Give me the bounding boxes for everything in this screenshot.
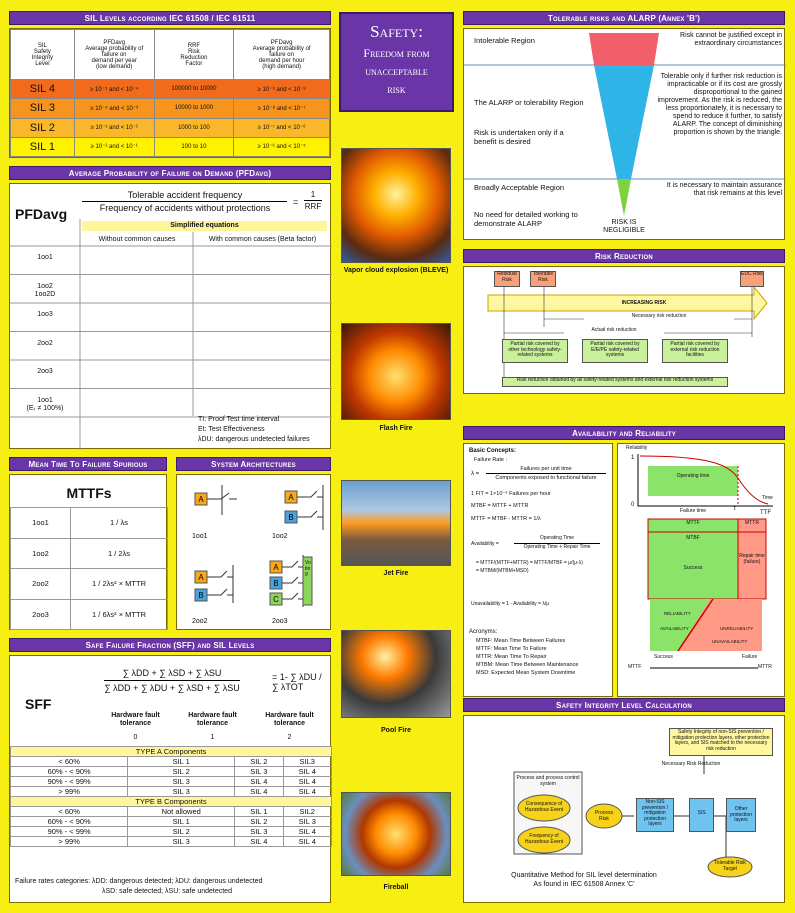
col-pfh: PFDavg Average probability of failure on demand per hour (high demand) <box>234 30 330 80</box>
alarp-panel: Intolerable Region Risk cannot be justified except in extraordinary circumstances The ALARP or tolerability Region Risk is undertaken only if a benefit is desired Tolerable only if further risk reduction is impracticable or if its cost are grossly disproportional to the gained improvement. As the risk is reduced, the less proportionately, it is necessary to spend to reduce it further, to satisfy ALARP. The concept of diminishing proportion is shown by the triangle. Broadly Acceptable Region No need for detailed working to demonstrate ALARP It is necessary to maintain assurance that risk remains at this level RISK IS NEGLIGIBLE <box>463 28 785 240</box>
page-title: Safety: Freedom from unacceptable risk <box>339 12 454 112</box>
pfd-num: Tolerable accident frequency <box>127 190 243 200</box>
svg-text:A: A <box>198 573 204 582</box>
arch-panel: A A B A B A B C 1oo1 1oo2 2oo2 2oo3 Voting <box>176 474 331 630</box>
photo-fireball <box>341 792 451 876</box>
sil-row: SIL 3 ≥ 10⁻⁴ and < 10⁻³ 10000 to 1000 ≥ 10⁻⁸ and < 10⁻⁷ <box>11 99 330 118</box>
pfd-den: Frequency of accidents without protections <box>99 203 271 213</box>
availability-graphs: Reliability 1 0 Operating time Failure time t Time TTF MTTF MTTR MTBF Success Repair time (failure) RELIABILITY AVAILABILITY UNRELIABILITY UNAVAILABILITY Success Failure MTTF MTTR <box>617 443 785 697</box>
mttf-panel: MTTFs 1oo1 1 / λs 1oo2 1 / 2λs 2oo2 1 / 2λs² × MTTR 2oo3 1 / 6λs² × MTTR <box>9 474 167 630</box>
pfd-arch-label: 1oo1 (Eₜ ≠ 100%) <box>26 396 64 412</box>
mttf-header: Mean Time To Failure Spurious <box>9 457 167 471</box>
pfd-header: Average Probability of Failure on Demand (PFDavg) <box>9 166 331 180</box>
sil-levels-panel <box>9 28 331 158</box>
simplified-label: Simplified equations <box>82 221 327 231</box>
sil-row: SIL 1 ≥ 10⁻² and < 10⁻¹ 100 to 10 ≥ 10⁻⁶ and < 10⁻⁵ <box>11 137 330 156</box>
sil-calc-panel: Safety Integrity of non-SIS prevention / mitigation protection layers, other protection layers, and SIS matched to the necessary risk reduction Process and process control system Consequence of Hazardous Event Frequency of Hazardous Event Process Risk Necessary Risk Reduction Non-SIS prevention / mitigation protection layers SIS Other protection layers Tolerable Risk Target Quantitative Method for SIL level determination As found in IEC 61508 Annex 'C' <box>463 715 785 903</box>
svg-text:A: A <box>273 563 279 572</box>
svg-text:A: A <box>288 493 294 502</box>
availability-header: Availability and Reliability <box>463 426 785 440</box>
pfd-arch-label: 1oo2 1oo2D <box>34 282 56 298</box>
sff-panel: SFF ∑ λDD + ∑ λSD + ∑ λSU ∑ λDD + ∑ λDU + ∑ λSD + ∑ λSU = 1- ∑ λDU / ∑ λTOT Hardware fault tolerance Hardware fault tolerance Hardware fault tolerance 0 1 2 TYPE A Components < 60% SIL 1 SIL 2 SIL3 60% - < 90% SIL 2 SIL 3 SIL 4 90% - < 99% SIL 3 SIL 4 SIL 4 > 99% SIL 3 SIL 4 SIL 4 TYPE B Components < 60% Not allowed SIL 1 SIL2 60% - < 90% SIL 1 SIL 2 SIL 3 90% - < 99% SIL 2 SIL 3 SIL 4 > 99% SIL 3 SIL 4 SIL 4 Failure rates categories: λDD: dangerous detected; λDU: dangerous undetected λSD: safe detected; λSU: safe undetected <box>9 655 331 903</box>
arch-diagram <box>177 475 332 631</box>
svg-text:B: B <box>288 513 294 522</box>
col-rrf: RRF Risk Reduction Factor <box>154 30 234 80</box>
svg-text:C: C <box>273 595 279 604</box>
photo-jet-fire <box>341 480 451 566</box>
pfd-label: PFDavg <box>15 206 68 222</box>
col-pfd: PFDavg Average probability of failure on demand per year (low demand) <box>74 30 154 80</box>
pfd-arch-label: 1oo1 <box>37 254 53 261</box>
pfd-arch-label: 2oo3 <box>37 368 53 375</box>
risk-reduction-header: Risk Reduction <box>463 249 785 263</box>
photo-bleve <box>341 148 451 263</box>
sil-row: SIL 2 ≥ 10⁻³ and < 10⁻² 1000 to 100 ≥ 10⁻⁷ and < 10⁻⁶ <box>11 118 330 137</box>
sff-formula: ∑ λDD + ∑ λSD + ∑ λSU ∑ λDD + ∑ λDU + ∑ λSD + ∑ λSU <box>104 668 240 694</box>
pfd-panel: PFDavg Tolerable accident frequency Frequency of accidents without protections = 1 RRF Simplified equations Without common causes With common causes (Beta factor) 1oo1 1oo2 1oo2D 1oo3 2oo2 2oo3 1oo1 (Eₜ ≠ 100%) TI: Proof Test time interval Et: Test Effectiveness λDU: dangerous undetected failures <box>9 183 331 449</box>
sff-header: Safe Failure Fraction (SFF) and SIL Levels <box>9 638 331 652</box>
photo-flash-fire <box>341 323 451 420</box>
sil-table <box>10 29 330 157</box>
arch-header: System Architectures <box>176 457 331 471</box>
svg-text:B: B <box>273 579 279 588</box>
alarp-header: Tolerable risks and ALARP (Annex 'B') <box>463 11 785 25</box>
col-sil: SIL Safety Integrity Level <box>11 30 75 80</box>
sil-row: SIL 4 ≥ 10⁻⁵ and < 10⁻⁴ 100000 to 10000 ≥ 10⁻⁹ and < 10⁻⁸ <box>11 80 330 99</box>
mttf-table: 1oo1 1 / λs 1oo2 1 / 2λs 2oo2 1 / 2λs² × MTTR 2oo3 1 / 6λs² × MTTR <box>10 507 168 630</box>
pfd-arch-label: 1oo3 <box>37 311 53 318</box>
pfd-arch-label: 2oo2 <box>37 339 53 347</box>
sil-calc-header: Safety Integrity Level Calculation <box>463 698 785 712</box>
sil-levels-header: SIL Levels according IEC 61508 / IEC 61511 <box>9 11 331 25</box>
risk-reduction-panel: Residual Risk Tolerable Risk EUC Risk INCREASING RISK Necessary risk reduction Actual risk reduction Partial risk covered by other technology safety-related systems Partial risk covered by E/E/PE safety-related systems Partial risk covered by external risk reduction facilities Risk reduction obtained by all safety-related systems and external risk reduction systems <box>463 266 785 394</box>
availability-formulas: Basic Concepts: Failure Rate : λ = Failures per unit time Components exposed to functional failure 1 FIT = 1×10⁻⁹ Failures per hour MTBF = MTTF + MTTR MTTF = MTBF - MTTR = 1/λ Availability = Operating Time Operating Time + Repair Time = MTTF/(MTTF+MTTR) = MTTF/MTBF = μ/(μ-λ) = MTBM/(MTBM+MSD) Unavailability = 1 - Availability = λ/μ Acronyms: MTBF: Mean Time Between Failures MTTF: Mean Time To Failure MTTR: Mean Time To Repair MTBM: Mean Time Between Maintenance MSD: Expected Mean System Downtime <box>463 443 613 697</box>
photo-pool-fire <box>341 630 451 718</box>
svg-text:A: A <box>198 495 204 504</box>
sff-table: TYPE A Components < 60% SIL 1 SIL 2 SIL3 60% - < 90% SIL 2 SIL 3 SIL 4 90% - < 99% SIL 3 SIL 4 SIL 4 > 99% SIL 3 SIL 4 SIL 4 TYPE B Components < 60% Not allowed SIL 1 SIL2 60% - < 90% SIL 1 SIL 2 SIL 3 90% - < 99% SIL 2 SIL 3 SIL 4 > 99% SIL 3 SIL 4 SIL 4 <box>10 746 332 847</box>
svg-text:B: B <box>198 591 204 600</box>
